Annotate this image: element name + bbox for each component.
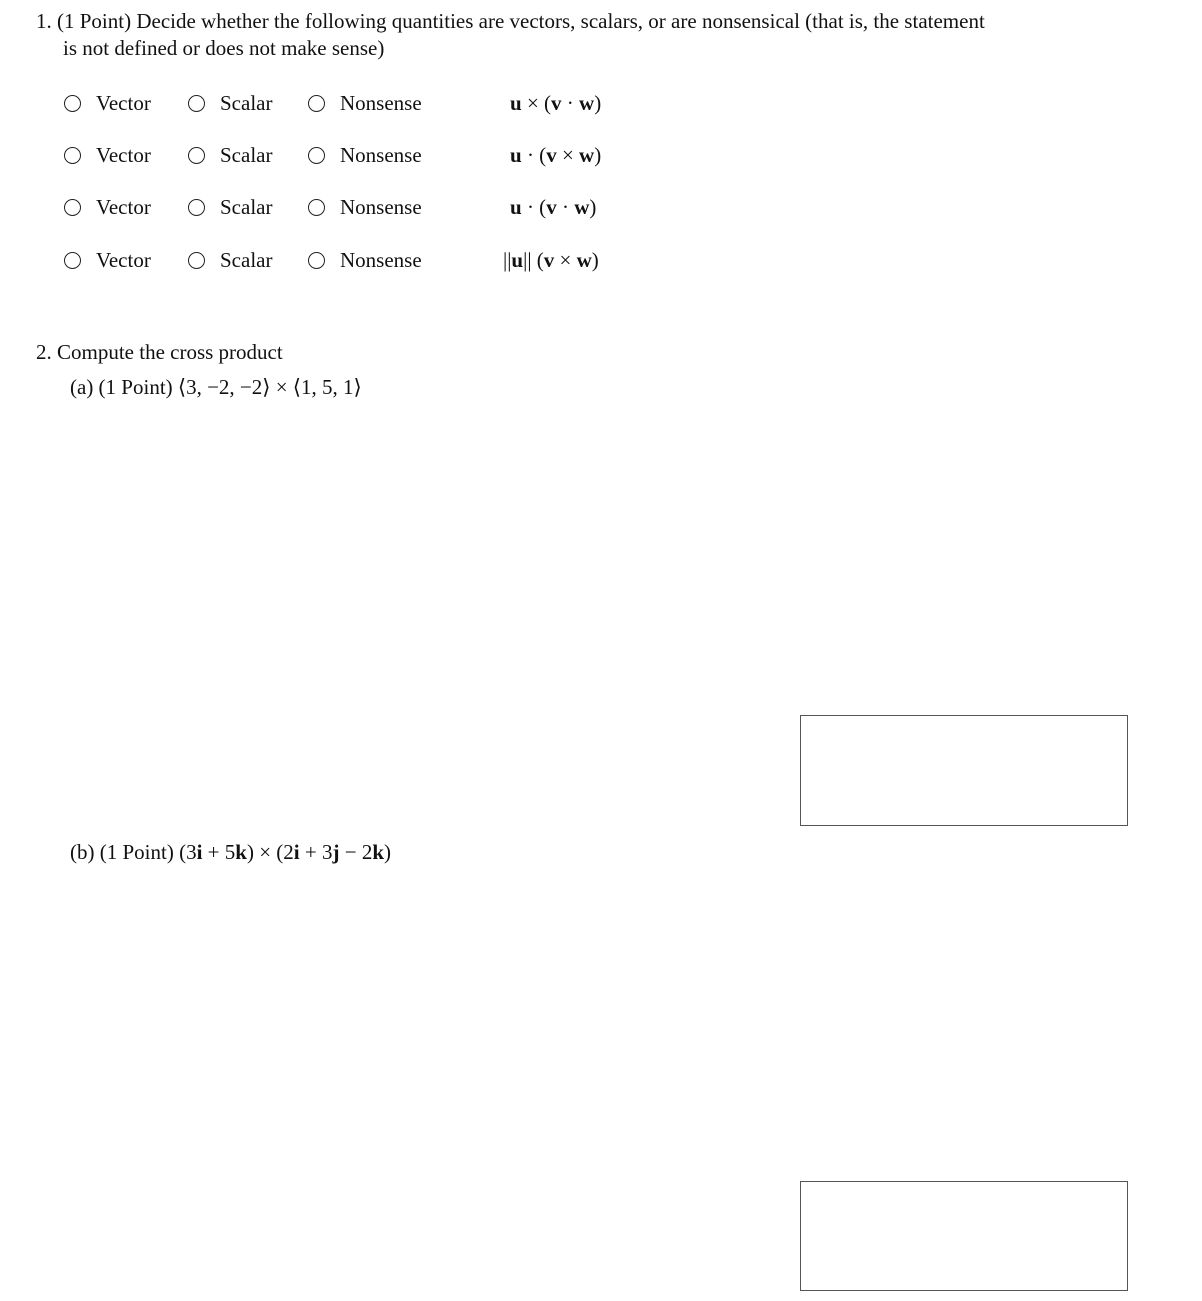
radio-button-icon[interactable] [64, 252, 81, 269]
expression-row-4: ||u|| (v × w) [503, 248, 599, 272]
radio-button-icon[interactable] [308, 147, 325, 164]
expression-row-2: u · (v × w) [510, 143, 602, 167]
radio-button-icon[interactable] [188, 199, 205, 216]
option-label-scalar: Scalar [220, 247, 273, 272]
radio-button-icon[interactable] [188, 147, 205, 164]
radio-button-icon[interactable] [188, 252, 205, 269]
question-2b-prompt: (b) (1 Point) (3i + 5k) × (2i + 3j − 2k) [70, 840, 392, 864]
radio-vector-row-4[interactable] [64, 245, 151, 275]
radio-nonsense-row-1[interactable] [308, 88, 422, 118]
radio-nonsense-row-3[interactable] [308, 192, 422, 222]
radio-nonsense-row-2[interactable] [308, 140, 422, 170]
answer-box-2a[interactable] [800, 715, 1128, 826]
question-1-text-continued: is not defined or does not make sense) [63, 36, 385, 60]
question-1-row-2 [0, 140, 700, 170]
option-label-vector: Vector [96, 247, 151, 272]
radio-button-icon[interactable] [64, 199, 81, 216]
radio-button-icon[interactable] [188, 95, 205, 112]
radio-scalar-row-4[interactable] [188, 245, 272, 275]
option-label-vector: Vector [96, 142, 151, 167]
radio-button-icon[interactable] [308, 252, 325, 269]
option-label-nonsense: Nonsense [340, 142, 422, 167]
question-1-text: 1. (1 Point) Decide whether the following quantities are vectors, scalars, or are nonsensical (that is, the statement [36, 9, 985, 33]
radio-button-icon[interactable] [308, 199, 325, 216]
question-1-row-3 [0, 192, 700, 222]
radio-scalar-row-2[interactable] [188, 140, 272, 170]
radio-scalar-row-1[interactable] [188, 88, 272, 118]
answer-box-2b[interactable] [800, 1181, 1128, 1291]
option-label-vector: Vector [96, 194, 151, 219]
radio-vector-row-1[interactable] [64, 88, 151, 118]
expression-row-1: u × (v · w) [510, 91, 602, 115]
radio-scalar-row-3[interactable] [188, 192, 272, 222]
radio-vector-row-2[interactable] [64, 140, 151, 170]
question-2a-prompt: (a) (1 Point) ⟨3, −2, −2⟩ × ⟨1, 5, 1⟩ [70, 375, 362, 399]
expression-row-3: u · (v · w) [510, 195, 597, 219]
option-label-scalar: Scalar [220, 90, 273, 115]
question-1-row-4 [0, 245, 700, 275]
radio-button-icon[interactable] [64, 147, 81, 164]
radio-vector-row-3[interactable] [64, 192, 151, 222]
option-label-scalar: Scalar [220, 194, 273, 219]
question-2-title: 2. Compute the cross product [36, 340, 283, 364]
option-label-nonsense: Nonsense [340, 194, 422, 219]
radio-button-icon[interactable] [64, 95, 81, 112]
question-1-row-1 [0, 88, 700, 118]
radio-nonsense-row-4[interactable] [308, 245, 422, 275]
radio-button-icon[interactable] [308, 95, 325, 112]
option-label-vector: Vector [96, 90, 151, 115]
option-label-scalar: Scalar [220, 142, 273, 167]
option-label-nonsense: Nonsense [340, 247, 422, 272]
option-label-nonsense: Nonsense [340, 90, 422, 115]
